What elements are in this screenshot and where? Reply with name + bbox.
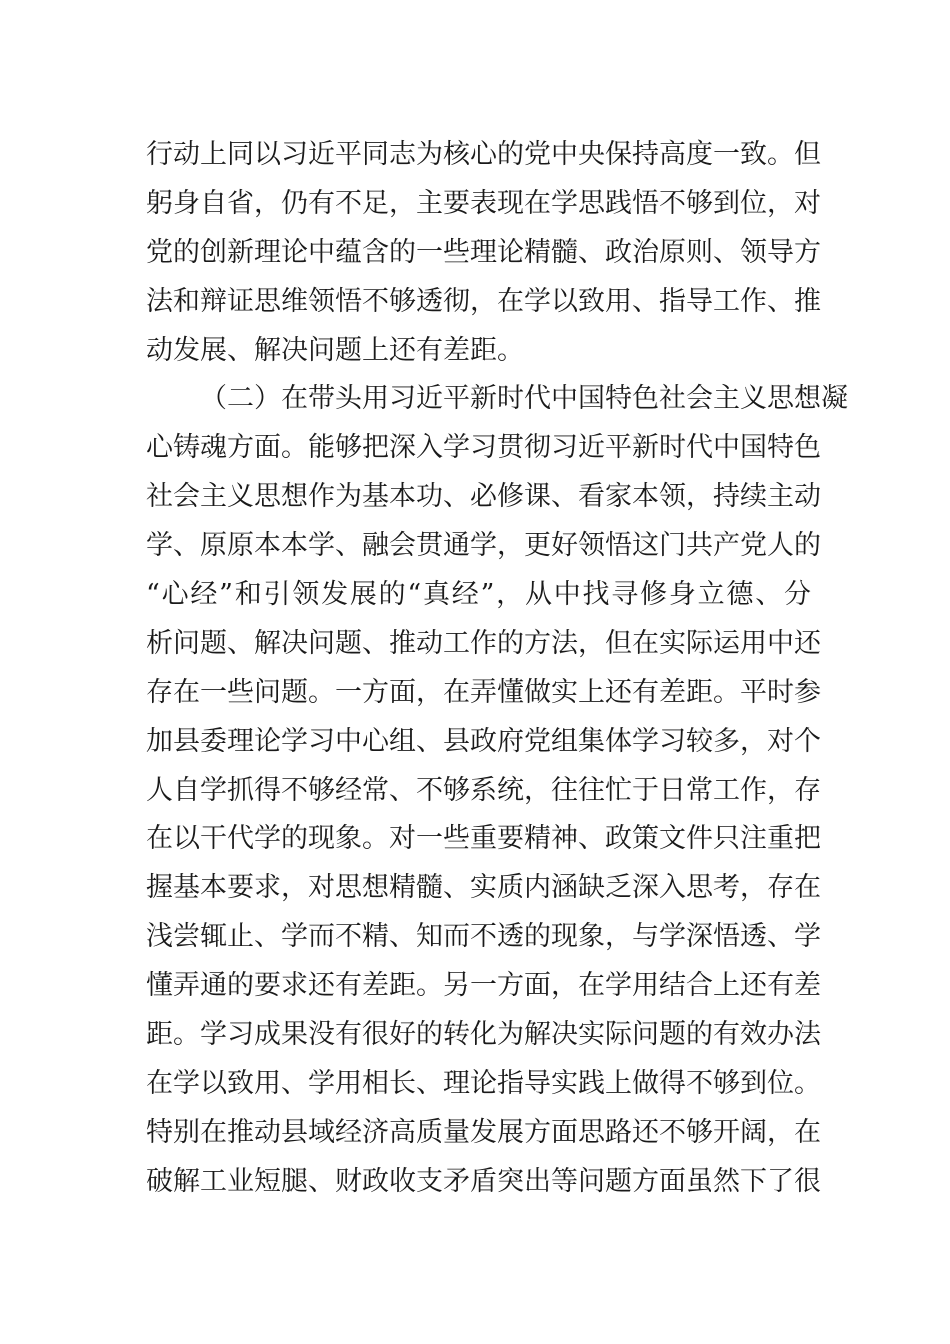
text-line: （二）在带头用习近平新时代中国特色社会主义思想凝 [200, 383, 848, 415]
text-line: “心经”和引领发展的“真经”，从中找寻修身立德、分 [146, 579, 811, 611]
text-line: 握基本要求，对思想精髓、实质内涵缺乏深入思考，存在 [146, 872, 821, 904]
text-line: 在以干代学的现象。对一些重要精神、政策文件只注重把 [146, 823, 821, 855]
text-line: 心铸魂方面。能够把深入学习贯彻习近平新时代中国特色 [146, 432, 821, 464]
paragraph-2 [146, 375, 848, 1206]
text-line: 行动上同以习近平同志为核心的党中央保持高度一致。但 [146, 139, 821, 170]
text-line: 特别在推动县域经济高质量发展方面思路还不够开阔，在 [146, 1116, 821, 1148]
text-line: 法和辩证思维领悟不够透彻，在学以致用、指导工作、推 [146, 285, 821, 317]
paragraph-1 [146, 131, 821, 375]
text-line: 动发展、解决问题上还有差距。 [146, 334, 524, 366]
text-line: 浅尝辄止、学而不精、知而不透的现象，与学深悟透、学 [146, 921, 821, 953]
text-line: 懂弄通的要求还有差距。另一方面，在学用结合上还有差 [146, 970, 821, 1002]
text-line: 社会主义思想作为基本功、必修课、看家本领，持续主动 [146, 481, 821, 513]
text-line: 析问题、解决问题、推动工作的方法，但在实际运用中还 [146, 627, 821, 659]
text-line: 在学以致用、学用相长、理论指导实践上做得不够到位。 [146, 1067, 821, 1099]
body-text [146, 131, 848, 1207]
text-line: 破解工业短腿、财政收支矛盾突出等问题方面虽然下了很 [146, 1165, 821, 1197]
text-line: 党的创新理论中蕴含的一些理论精髓、政治原则、领导方 [146, 236, 821, 268]
text-line: 加县委理论学习中心组、县政府党组集体学习较多，对个 [146, 725, 821, 757]
text-line: 存在一些问题。一方面，在弄懂做实上还有差距。平时参 [146, 676, 821, 708]
text-line: 距。学习成果没有很好的转化为解决实际问题的有效办法 [146, 1019, 821, 1051]
text-line: 人自学抓得不够经常、不够系统，往往忙于日常工作，存 [146, 774, 821, 806]
text-line: 躬身自省，仍有不足，主要表现在学思践悟不够到位，对 [146, 187, 821, 219]
text-line: 学、原原本本学、融会贯通学，更好领悟这门共产党人的 [146, 530, 821, 562]
